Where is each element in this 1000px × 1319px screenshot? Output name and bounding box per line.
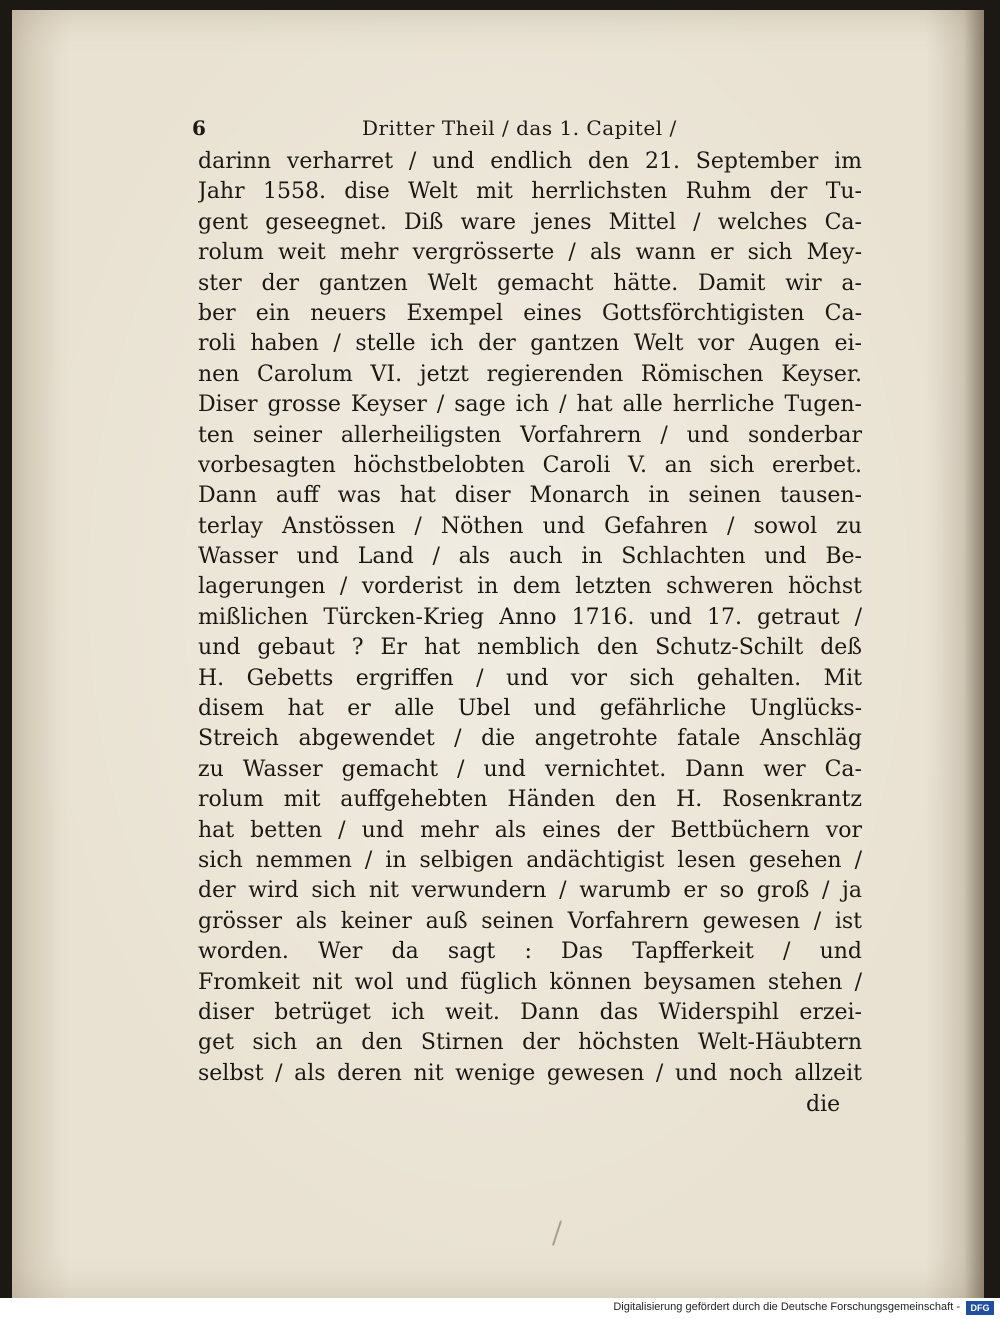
text-line: zu Wasser gemacht / und vernichtet. Dann wer Ca- xyxy=(198,756,862,782)
page-number: 6 xyxy=(192,116,206,140)
catchword: die xyxy=(806,1092,841,1117)
text-line: roli haben / stelle ich der gantzen Welt vor Augen ei- xyxy=(198,331,862,357)
dfg-logo: DFG xyxy=(966,1301,994,1315)
text-line: mißlichen Türcken-Krieg Anno 1716. und 17. getraut / xyxy=(198,604,862,630)
text-line: sich nemmen / in selbigen andächtigist lesen gesehen / xyxy=(198,847,862,873)
page-edge-shadow xyxy=(964,10,984,1298)
text-line: ten seiner allerheiligsten Vorfahrern / und sonderbar xyxy=(198,422,862,448)
running-head: Dritter Theil / das 1. Capitel / xyxy=(362,116,677,140)
text-line: ber ein neuers Exempel eines Gottsförchtigisten Ca- xyxy=(198,300,862,326)
text-line: Streich abgewendet / die angetrohte fatale Anschläg xyxy=(198,726,862,752)
text-line: der wird sich nit verwundern / warumb er so groß / ja xyxy=(198,878,862,904)
text-line: Diser grosse Keyser / sage ich / hat alle herrliche Tugen- xyxy=(198,392,862,418)
text-line: get sich an den Stirnen der höchsten Welt-Häubtern xyxy=(198,1030,862,1056)
page-header xyxy=(192,116,792,144)
text-line: nen Carolum VI. jetzt regierenden Römischen Keyser. xyxy=(198,361,862,387)
text-line: darinn verharret / und endlich den 21. September im xyxy=(198,149,862,174)
text-line: rolum weit mehr vergrösserte / als wann er sich Mey- xyxy=(198,240,862,266)
text-line: terlay Anstössen / Nöthen und Gefahren / sowol zu xyxy=(198,513,862,539)
text-line: lagerungen / vorderist in dem letzten schweren höchst xyxy=(198,574,862,600)
footer-bar xyxy=(0,1298,1000,1319)
text-line: und gebaut ? Er hat nemblich den Schutz-Schilt deß xyxy=(198,635,862,661)
text-line: selbst / als deren nit wenige gewesen / und noch allzeit xyxy=(198,1060,862,1086)
text-line: Wasser und Land / als auch in Schlachten und Be- xyxy=(198,544,862,570)
text-line: ster der gantzen Welt gemacht hätte. Damit wir a- xyxy=(198,270,862,296)
funding-credit: Digitalisierung gefördert durch die Deutsche Forschungsgemeinschaft - xyxy=(613,1301,960,1313)
text-line: disem hat er alle Ubel und gefährliche Unglücks- xyxy=(198,696,862,722)
text-line: grösser als keiner auß seinen Vorfahrern gewesen / ist xyxy=(198,908,862,934)
text-line: gent geseegnet. Diß ware jenes Mittel / welches Ca- xyxy=(198,209,862,235)
text-line: Dann auff was hat diser Monarch in seinen tausen- xyxy=(198,483,862,509)
text-line: rolum mit auffgehebten Händen den H. Rosenkrantz xyxy=(198,787,862,813)
text-line: hat betten / und mehr als eines der Bettbüchern vor xyxy=(198,817,862,843)
body-text xyxy=(198,147,862,1089)
text-line: worden. Wer da sagt : Das Tapfferkeit / und xyxy=(198,939,862,965)
text-line: Fromkeit nit wol und füglich können beysamen stehen / xyxy=(198,969,862,995)
text-line: H. Gebetts ergriffen / und vor sich gehalten. Mit xyxy=(198,665,862,691)
text-line: vorbesagten höchstbelobten Caroli V. an sich ererbet. xyxy=(198,452,862,478)
text-line: diser betrüget ich weit. Dann das Widerspihl erzei- xyxy=(198,999,862,1025)
text-line: Jahr 1558. dise Welt mit herrlichsten Ruhm der Tu- xyxy=(198,179,862,205)
